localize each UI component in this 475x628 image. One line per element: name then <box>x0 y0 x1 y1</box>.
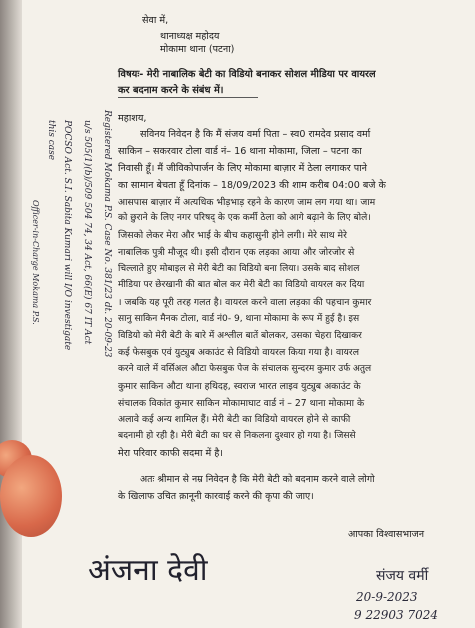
body-line: अलावे कई अन्य शामिल हैं। मेरी बेटी का विडियो वायरल होने से काफी <box>118 414 351 425</box>
margin-note: Registered Mokama P.S. Case No. 381/23 dt. 20-09-23 <box>102 110 112 358</box>
margin-note: u/s 505(1)(b)/509 504 74, 34 Act, 66(E) 67 IT Act <box>82 120 92 345</box>
subject-line-1: विषयः- मेरी नाबालिक बेटी का विडियो बनाकर सोशल मीडिया पर वायरल <box>118 69 376 80</box>
police-station: मोकामा थाना (पटना) <box>160 44 235 55</box>
body-line: आसपास बाज़ार में अत्यधिक भीड़भाड़ रहने के कारण जाम लग गया था। जाम <box>118 197 376 208</box>
body-line: कुमार साकिन औटा थाना हथिदह, स्वराज भारत लाइव युट्युब अकाउंट के <box>118 381 361 392</box>
subject-underline <box>118 97 258 98</box>
fingertip-left-lower <box>0 455 62 537</box>
signature-date: 20-9-2023 <box>356 590 418 604</box>
request-line: अतः श्रीमान से नम्र निवेदन है कि मेरी बेटी को बदनाम करने वाले लोगो <box>140 474 375 485</box>
body-line: करने वाले में वर्सिअल औटा फेसबुक पेज के संचालक सुन्दरम कुमार उर्फ अतुल <box>118 364 372 374</box>
body-line: चिल्लाते हुए मोबाइल से मेरी बेटी का विडियो बना लिया। उसके बाद सोशल <box>118 264 360 274</box>
body-line: सविनय निवेदन है कि मैं संजय वर्मा पिता – स्व0 रामदेव प्रसाद वर्मा <box>140 129 371 140</box>
body-line: निवासी हूँ। मैं जीविकोपार्जन के लिए मोकामा बाज़ार में ठेला लगाकर पाने <box>118 163 367 174</box>
addressee: थानाध्यक्ष महोदय <box>160 31 220 42</box>
body-line: मीडिया पर छेरखानी की बात बोल कर मेरी बेटी का विडियो वायरल कर दिया <box>118 280 365 290</box>
body-line: मेरा परिवार काफी सदमा में है। <box>118 448 223 459</box>
margin-note: POCSO Act. S.I. Sabita Kumari will I/O investigate <box>62 120 72 351</box>
body-line: साकिन – सकरवार टोला वार्ड नं– 16 थाना मोकामा, जिला – पटना का <box>118 146 362 157</box>
request-line: के खिलाफ उचित क़ानूनी कारवाई करने की कृपा की जाए। <box>118 491 314 502</box>
signature-sanjay: संजय वर्मी <box>376 568 429 584</box>
closing: आपका विश्वासभाजन <box>348 529 425 540</box>
body-line: कई फेसबुक एवं युट्युब अकाउंट से विडियो वायरल किया गया है। वायरल <box>118 347 360 358</box>
salutation: महाशय, <box>118 113 147 124</box>
phone-number: 9 22903 7024 <box>354 608 438 622</box>
body-line: सानु साकिन मैनक टोला, वार्ड नं0- 9, थाना मोकामा के रूप में हुई है। इस <box>118 314 360 324</box>
salutation-to: सेवा में, <box>142 15 169 26</box>
body-line: संचालक विकांत कुमार साकिन मोकामाघाट वार्ड नं – 27 थाना मोकामा के <box>118 398 365 409</box>
body-line: बदनामी हो रही है। मेरी बेटी का घर से निकलना दुश्वार हो गया है। जिससे <box>118 431 356 441</box>
signature-anjana-devi: अंजना देवी <box>88 553 208 588</box>
body-line: जिसको लेकर मेरा और भाई के बीच कहासुनी होने लगी। मेरे साथ मेरे <box>118 230 347 241</box>
margin-note: this case <box>46 120 56 161</box>
body-line: । जबकि यह पूरी तरह गलत है। वायरल करने वाला लड़का की पहचान कुमार <box>118 297 372 308</box>
body-line: का सामान बेचता हूँ दिनांक – 18/09/2023 की शाम करीब 04:00 बजे के <box>118 180 386 191</box>
body-line: विडियो को मेरी बेटी के बारे में अश्लील बातें बोलकर, उसका चेहरा दिखाकर <box>118 331 362 341</box>
body-line: नाबालिक पुत्री मौजूद थी। इसी दौरान एक लड़का आया और जोरजोर से <box>118 247 355 258</box>
body-line: को छुराने के लिए नगर परिषद् के एक कर्मी ठेला को आगे बढ़ाने के लिए बोले। <box>118 213 371 223</box>
subject-line-2: कर बदनाम करने के संबंध में। <box>118 85 224 96</box>
margin-note: Officer-in-Charge Mokama P.S. <box>31 200 40 325</box>
